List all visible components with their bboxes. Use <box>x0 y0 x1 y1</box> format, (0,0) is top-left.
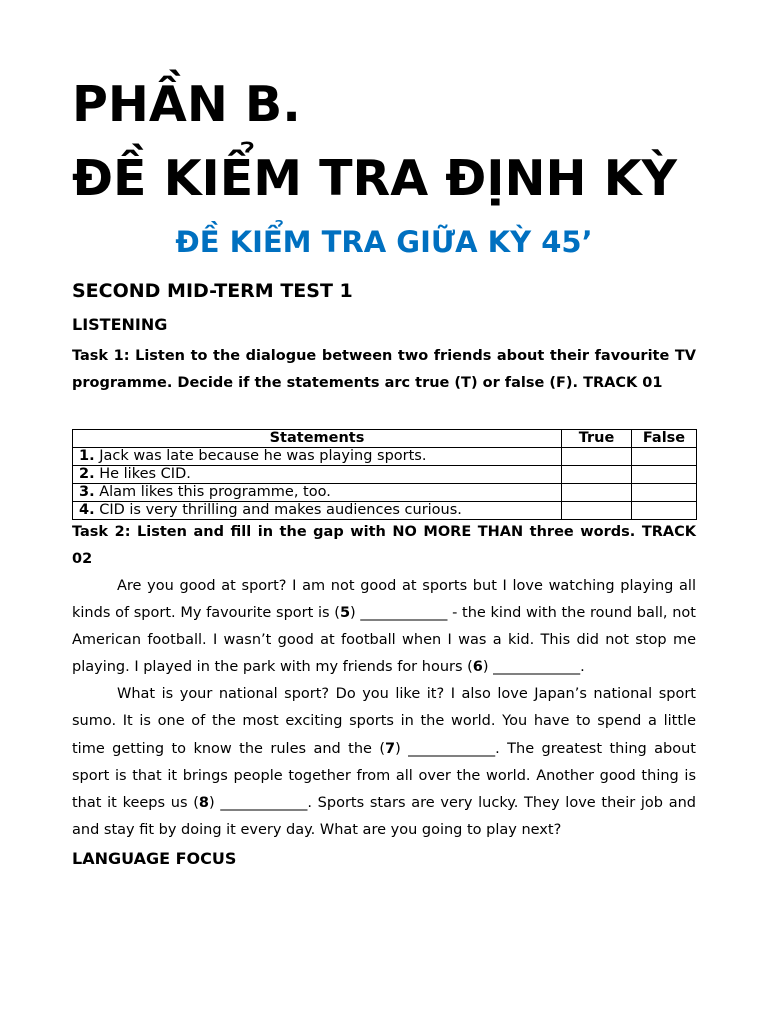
passage-paragraph-2 <box>72 681 696 844</box>
task2-instructions: Task 2: Listen and fill in the gap with NO MORE THAN three words. TRACK 02 <box>72 524 696 567</box>
section-listening: LISTENING <box>72 315 168 334</box>
true-cell[interactable] <box>562 448 632 466</box>
listening-passage <box>72 573 696 844</box>
statement-text: Alam likes this programme, too. <box>94 484 331 500</box>
passage-text: ) ____________. <box>482 659 585 676</box>
task1-instructions: Task 1: Listen to the dialogue between two friends about their favourite TV programme. Decide if the statements arc true (T) or false (F). TRACK 01 <box>72 348 696 391</box>
statement-cell <box>73 448 562 466</box>
statements-table <box>72 429 697 520</box>
header-statements: Statements <box>73 430 562 448</box>
table-row <box>73 466 697 484</box>
table-row <box>73 448 697 466</box>
statement-text: CID is very thrilling and makes audiences curious. <box>94 502 462 518</box>
header-false: False <box>632 430 697 448</box>
false-cell[interactable] <box>632 484 697 502</box>
section-language-focus: LANGUAGE FOCUS <box>72 849 237 868</box>
passage-text: ) ____________ - the kind with the round ball, not American football. I wasn’t good at football when I was a kid. This did not stop me playing. I played in the park with my friends for hours ( <box>72 605 696 676</box>
passage-text: ) ____________. Sports stars are very lucky. They love their job and and stay fit by doing it every day. What are you going to play next? <box>72 794 696 838</box>
header-true: True <box>562 430 632 448</box>
true-cell[interactable] <box>562 466 632 484</box>
test-title: SECOND MID-TERM TEST 1 <box>72 280 353 302</box>
table-header-row <box>73 430 697 448</box>
statement-number: 2. <box>79 466 95 482</box>
true-cell[interactable] <box>562 502 632 520</box>
gap-number-5: 5 <box>339 605 351 622</box>
part-heading: PHẦN B. <box>72 76 301 133</box>
statement-number: 4. <box>79 502 95 518</box>
statement-cell <box>73 484 562 502</box>
table-row <box>73 502 697 520</box>
passage-text: What is your national sport? Do you like it? I also love Japan’s national sport sumo. It is one of the most exciting sports in the world. You have to spend a little time getting to know the rules and the ( <box>72 686 696 757</box>
statement-number: 1. <box>79 448 95 464</box>
true-cell[interactable] <box>562 484 632 502</box>
table-row <box>73 484 697 502</box>
statement-text: Jack was late because he was playing sports. <box>94 448 427 464</box>
sub-title: ĐỀ KIỂM TRA GIỮA KỲ 45’ <box>175 225 593 259</box>
statement-cell <box>73 466 562 484</box>
statement-number: 3. <box>79 484 95 500</box>
false-cell[interactable] <box>632 448 697 466</box>
passage-text: ) ____________. The greatest thing about sport is that it brings people together from all over the world. Another good thing is that it keeps us ( <box>72 740 696 811</box>
main-title: ĐỀ KIỂM TRA ĐỊNH KỲ <box>72 150 678 207</box>
statement-cell <box>73 502 562 520</box>
false-cell[interactable] <box>632 502 697 520</box>
statement-text: He likes CID. <box>94 466 191 482</box>
gap-number-8: 8 <box>198 794 209 811</box>
passage-paragraph-1 <box>72 573 696 681</box>
false-cell[interactable] <box>632 466 697 484</box>
gap-number-7: 7 <box>385 740 396 757</box>
passage-text: Are you good at sport? I am not good at sports but I love watching playing all kinds of sport. My favourite sport is ( <box>72 578 696 622</box>
gap-number-6: 6 <box>472 659 483 676</box>
